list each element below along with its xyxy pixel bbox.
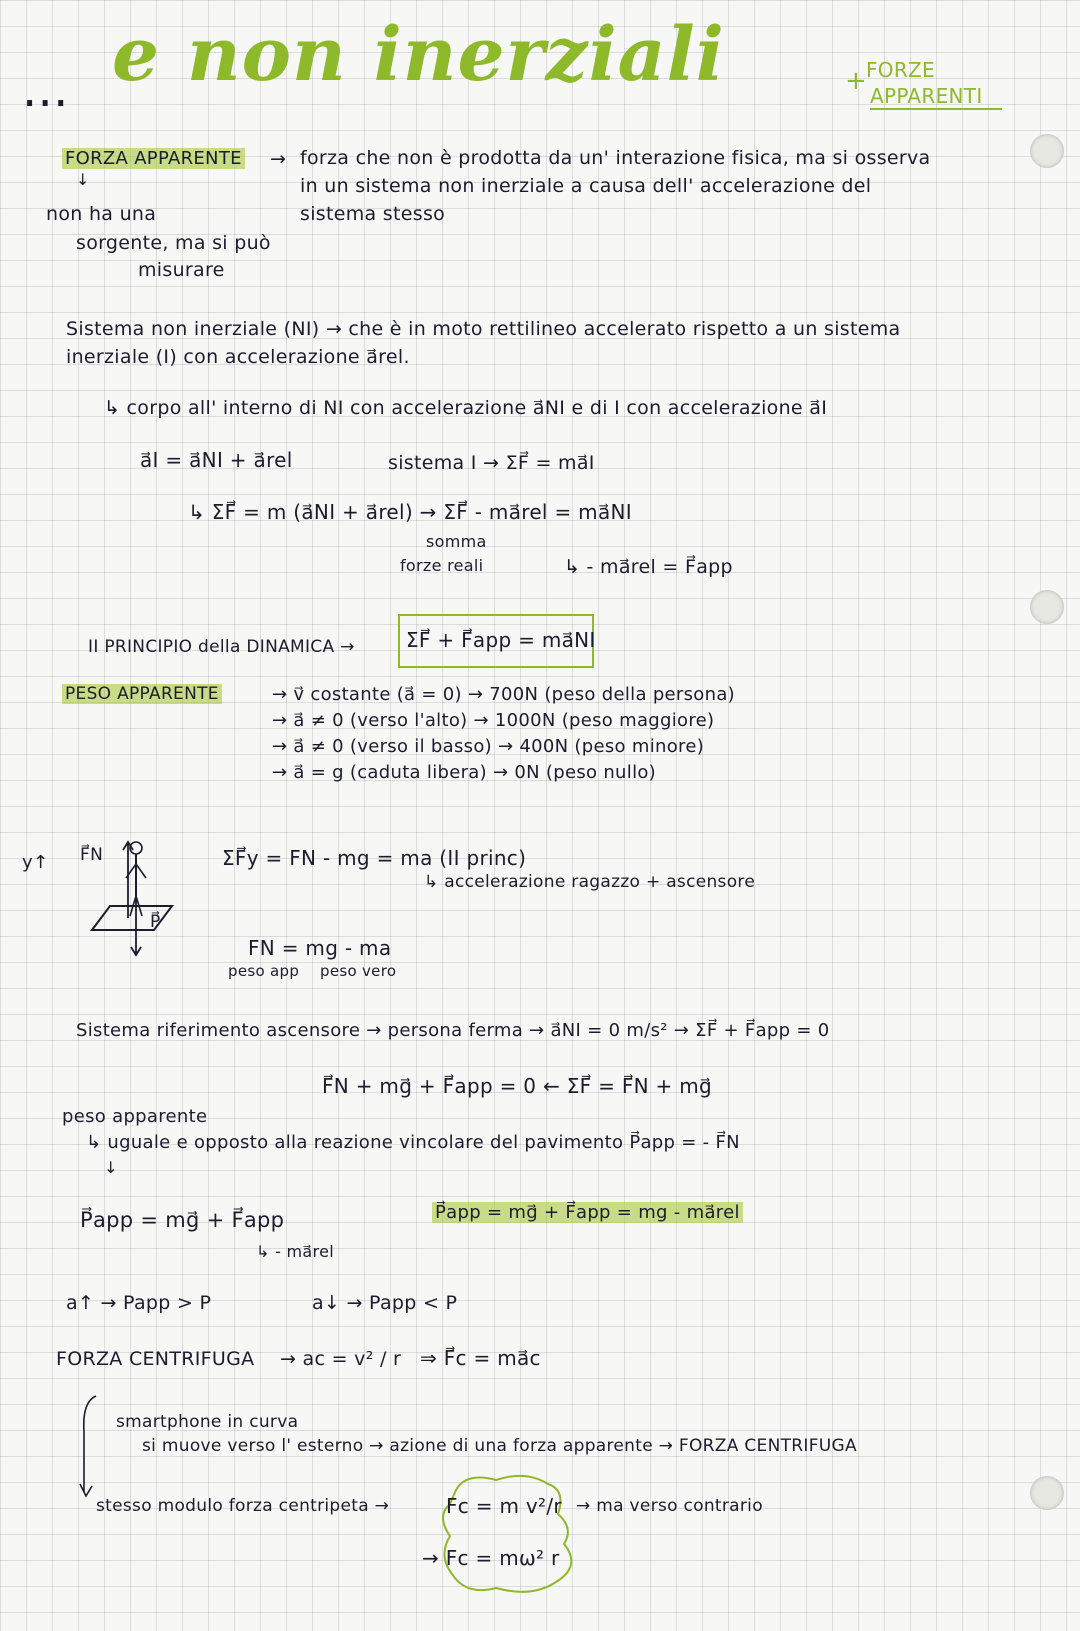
binder-hole	[1030, 1476, 1064, 1510]
peso-apparente-label: PESO APPARENTE	[62, 684, 222, 704]
peso-app-down-arrow: ↓	[104, 1158, 118, 1177]
centrifuga-ac-eq: → ac = v² / r	[280, 1348, 402, 1370]
forza-apparente-down-arrow: ↓	[76, 170, 90, 189]
riferimento-line: Sistema riferimento ascensore → persona ferma → a⃗NI = 0 m/s² → ΣF⃗ + F⃗app = 0	[76, 1020, 830, 1041]
a-up-line: a↑ → Papp > P	[66, 1292, 212, 1314]
y-axis-label: y↑	[22, 852, 49, 873]
forza-apparente-label: FORZA APPARENTE	[62, 148, 245, 169]
eq-ai: a⃗I = a⃗NI + a⃗rel	[140, 448, 293, 472]
note-line-1: non ha una	[46, 203, 157, 225]
title-plus: +	[845, 66, 868, 96]
peso-app-label: peso apparente	[62, 1106, 208, 1127]
peso-app-desc: ↳ uguale e opposto alla reazione vincolare del pavimento P⃗app = - F⃗N	[86, 1132, 740, 1153]
forza-apparente-def-3: sistema stesso	[300, 203, 446, 225]
subtitle-apparenti: APPARENTI	[870, 84, 983, 108]
centrifuga-line-2: si muove verso l' esterno → azione di una forza apparente → FORZA CENTRIFUGA	[142, 1436, 857, 1456]
fn-note-1: peso app	[228, 962, 300, 980]
peso-case-2: → a⃗ ≠ 0 (verso l'alto) → 1000N (peso maggiore)	[272, 710, 715, 731]
header-dots: ...	[22, 62, 69, 118]
forza-apparente-def-2: in un sistema non inerziale a causa dell' accelerazione del	[300, 175, 872, 197]
eq-sistema-i: sistema I → ΣF⃗ = ma⃗I	[388, 452, 595, 474]
bracket-arrow	[78, 1392, 108, 1502]
cloud-outline	[436, 1470, 596, 1600]
papp-eq: P⃗app = mg⃗ + F⃗app	[80, 1208, 285, 1232]
p-label: P⃗	[150, 912, 161, 932]
forza-apparente-def-1: forza che non è prodotta da un' interazione fisica, ma si osserva	[300, 147, 931, 169]
elevator-diagram	[88, 838, 178, 958]
eq-sum: ↳ ΣF⃗ = m (a⃗NI + a⃗rel) → ΣF⃗ - ma⃗rel = ma⃗NI	[188, 500, 632, 524]
centrifuga-fc-eq: ⇒ F⃗c = ma⃗c	[420, 1346, 541, 1370]
fn-note-2: peso vero	[320, 962, 397, 980]
corpo-line: ↳ corpo all' interno di NI con accelerazione a⃗NI e di I con accelerazione a⃗I	[104, 397, 828, 419]
peso-case-1: → v⃗ costante (a⃗ = 0) → 700N (peso della persona)	[272, 684, 735, 705]
binder-hole	[1030, 134, 1064, 168]
papp-sub: ↳ - ma⃗rel	[256, 1242, 334, 1261]
fc-formula-1: Fc = m v²/r	[446, 1494, 562, 1518]
peso-case-3: → a⃗ ≠ 0 (verso il basso) → 400N (peso minore)	[272, 736, 705, 757]
a-down-line: a↓ → Papp < P	[312, 1292, 458, 1314]
fn-label: F⃗N	[80, 845, 104, 865]
principio-label: II PRINCIPIO della DINAMICA →	[88, 637, 355, 657]
subtitle-underline	[870, 108, 1002, 110]
somma-label-1: somma	[426, 532, 487, 551]
principio-formula: ΣF⃗ + F⃗app = ma⃗NI	[406, 628, 596, 652]
stesso-modulo: stesso modulo forza centripeta →	[96, 1496, 390, 1516]
verso-contrario: → ma verso contrario	[576, 1496, 763, 1516]
note-line-3: misurare	[138, 259, 225, 281]
somma-label-2: forze reali	[400, 556, 484, 575]
sistema-ni-line-2: inerziale (I) con accelerazione a⃗rel.	[66, 346, 410, 368]
centrifuga-label: FORZA CENTRIFUGA	[56, 1348, 255, 1370]
sistema-ni-line-1: Sistema non inerziale (NI) → che è in moto rettilineo accelerato rispetto a un sistema	[66, 318, 901, 340]
forza-apparente-arrow: →	[270, 148, 287, 170]
peso-case-4: → a⃗ = g (caduta libera) → 0N (peso nullo)	[272, 762, 657, 783]
centrifuga-line-1: smartphone in curva	[116, 1412, 299, 1432]
note-line-2: sorgente, ma si può	[76, 232, 271, 254]
subtitle-forze: FORZE	[866, 58, 935, 82]
fc-formula-2: → Fc = mω² r	[422, 1546, 560, 1570]
eq-sum-fy-note: ↳ accelerazione ragazzo + ascensore	[424, 872, 756, 892]
eq-sum-fy: ΣF⃗y = FN - mg = ma (II princ)	[222, 846, 527, 870]
riferimento-eq: F⃗N + mg⃗ + F⃗app = 0 ← ΣF⃗ = F⃗N + mg⃗	[322, 1074, 713, 1098]
fapp-eq: ↳ - ma⃗rel = F⃗app	[564, 556, 733, 578]
papp-highlight: P⃗app = mg⃗ + F⃗app = mg - ma⃗rel	[432, 1202, 743, 1223]
binder-hole	[1030, 590, 1064, 624]
page-title: e non inerziali	[112, 12, 725, 98]
eq-fn: FN = mg - ma	[248, 936, 392, 960]
